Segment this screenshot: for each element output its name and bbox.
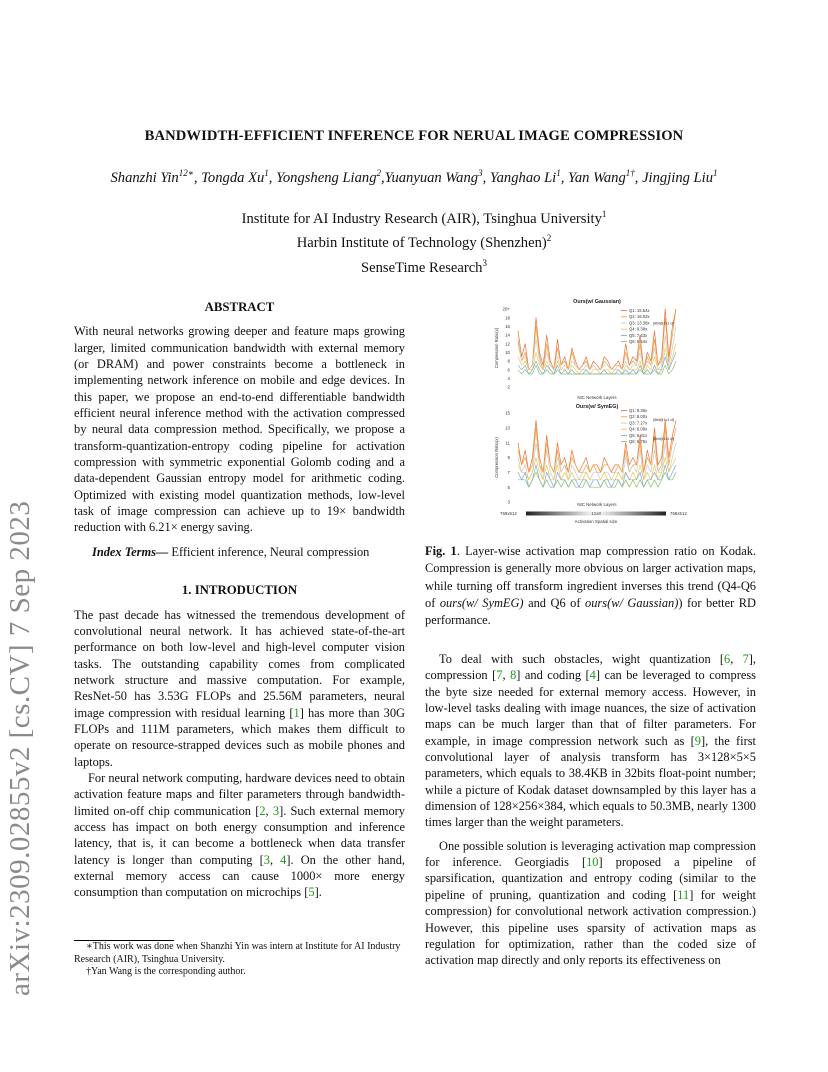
paper-title: BANDWIDTH-EFFICIENT INFERENCE FOR NERUAL IMAGE COMPRESSION xyxy=(144,128,684,144)
italic-term: ours(w/ Gaussian) xyxy=(585,595,679,610)
chart-title: Ours(w/ Gaussian) xyxy=(573,299,621,305)
affiliation-line: Institute for AI Industry Research (AIR), Tsinghua University$^1$ xyxy=(241,209,607,227)
citation-ref[interactable]: 11 xyxy=(677,887,690,902)
legend-note: [8bit@1x1 cf] xyxy=(653,321,675,326)
arxiv-identifier: arXiv:2309.02855v2 [cs.CV] 7 Sep 2023 xyxy=(4,500,36,996)
figure-1 xyxy=(478,295,728,527)
affiliation-mark: 1 xyxy=(601,209,607,219)
citation-ref[interactable]: 1 xyxy=(293,705,300,720)
affiliation-mark: 3 xyxy=(482,257,487,268)
series-line xyxy=(518,309,676,370)
y-tick-label: 7 xyxy=(507,469,510,475)
y-tick-label: 9 xyxy=(507,455,510,461)
author-name: Jingjing Liu xyxy=(642,169,714,186)
affiliation-line: Harbin Institute of Technology (Shenzhen)$^2$ xyxy=(296,233,552,252)
y-axis-label: Compression Ratio(x) xyxy=(494,327,499,369)
citation-ref[interactable]: 6 xyxy=(724,652,731,666)
affiliation-mark: 2 xyxy=(546,233,552,244)
y-tick-label: 20+ xyxy=(502,306,510,312)
citation-ref[interactable]: 2 xyxy=(259,803,266,818)
right-column xyxy=(425,651,756,969)
legend-entry: Q1: 15.54x xyxy=(629,308,650,313)
right-paragraph-2: One possible solution is leveraging activation map compression for inference. Georgiadis [10] proposed a pipeline of sparsification, quantization and entropy coding (similar to the pipeline of pruning, quantization and coding [11] for weight compression) for convolutional network activation compression.) However, this pipeline uses sparsity of activation maps as regulation for optimization, rather than the coded size of activation map directly and only reports its effectiveness on xyxy=(425,838,756,968)
author-affiliation-mark: 1† xyxy=(625,168,635,178)
x-axis-label: NIC Network Layers xyxy=(577,395,617,400)
author-affiliation-mark: 2 xyxy=(376,168,382,178)
author-name: Yanghao Li xyxy=(489,169,557,186)
citation-ref[interactable]: 9 xyxy=(694,733,701,748)
author-affiliation-mark: 1 xyxy=(264,168,269,178)
introduction-heading: 1. INTRODUCTION xyxy=(181,583,298,598)
author-affiliation-mark: 1 xyxy=(713,168,718,178)
author-name: Tongda Xu xyxy=(201,169,265,186)
abstract-text: With neural networks growing deeper and feature maps growing larger, limited communication bandwidth with external memory (or DRAM) and power constraints become a bottleneck in implementing network inference on mobile and edge devices. In this paper, we propose an end-to-end differentiable bandwidth efficient neural inference method with the activation compressed by neural data compression method. Specifically, we propose a transform-quantization-entropy coding pipeline for activation compression with symmetric exponential Golomb coding and a data-dependent Gaussian entropy model for arithmetic coding. Optimized with existing model quantization methods, low-level task of image compression can achieve up to 19× bandwidth reduction with 6.21× energy saving. xyxy=(74,324,405,535)
y-tick-label: 11 xyxy=(505,440,510,446)
legend-entry: Q5: 6.81x xyxy=(629,432,648,438)
citation-ref[interactable]: 5 xyxy=(308,885,315,900)
legend-note: [8bit@1x1 cf] xyxy=(653,418,675,423)
citation-ref[interactable]: 10 xyxy=(586,855,599,870)
author-list: Shanzhi Yin$^{12∗}$, Tongda Xu$^1$, Yongsheng Liang$^2$,Yuanyuan Wang$^3$, Yanghao Li$^1$, Yan Wang$^{1\dagger}$, Jingjing Liu$^1$ xyxy=(110,168,718,186)
legend-entry: Q6: 6.75x xyxy=(629,439,648,444)
caption-label: Fig. 1 xyxy=(425,544,457,558)
citation-ref[interactable]: 4 xyxy=(589,668,596,683)
legend-note: [8bit@1x1 cf] xyxy=(653,436,675,441)
spatial-left-label: 768x512 xyxy=(500,511,517,516)
y-tick-label: 18 xyxy=(505,315,510,321)
legend-entry: Q4: 6.08x xyxy=(629,426,648,432)
index-terms-label: Index Terms— xyxy=(92,544,169,559)
citation-ref[interactable]: 3 xyxy=(263,852,270,867)
citation-ref[interactable]: 4 xyxy=(280,852,287,867)
spatial-right-label: 768x512 xyxy=(670,511,687,516)
y-tick-label: 14 xyxy=(505,332,510,338)
y-tick-label: 12 xyxy=(505,341,510,347)
author-name: Shanzhi Yin xyxy=(110,169,179,186)
italic-term: ours(w/ SymEG) xyxy=(439,595,524,610)
legend-entry: Q2: 8.00x xyxy=(629,414,648,420)
author-affiliation-mark: 3 xyxy=(478,168,483,178)
spatial-center-label: 12x8 xyxy=(591,511,601,516)
y-axis-label: Compression Ratio(x) xyxy=(494,437,499,478)
intro-paragraph-2: For neural network computing, hardware devices need to obtain activation feature maps and filter parameters through bandwidth-limited on-off chip communication [2, 3]. Such external memory access has impact on both energy consumption and inference latency, that is, it can become a bottleneck when data transfer latency is longer than computing [3, 4]. On the other hand, external memory access can cause 1000× more energy consumption than computation on microchips [5]. xyxy=(74,770,405,900)
citation-ref[interactable]: 7 xyxy=(742,652,749,666)
legend-entry: Q4: 9.38x xyxy=(629,326,648,332)
legend-entry: Q3: 13.36x xyxy=(629,320,650,326)
author-name: Yan Wang xyxy=(568,169,626,186)
y-tick-label: 13 xyxy=(505,425,510,431)
y-tick-label: 16 xyxy=(505,323,510,329)
y-tick-label: 3 xyxy=(507,499,510,505)
intro-paragraph-1: The past decade has witnessed the tremendous development of convolutional neural network. It has achieved state-of-the-art performance on both low-level and high-level computer vision tasks. The outstanding capability comes from complicated network structure and massive computation. For example, ResNet-50 has 3.53G FLOPs and 25.56M parameters, neural image compression with residual learning [1] has more than 30G FLOPs and 111M parameters, which makes them difficult to operate on resource-strapped devices such as mobile phones and laptops. xyxy=(74,607,405,769)
legend-entry: Q6: 6.54x xyxy=(629,339,648,344)
affiliation-line: SenseTime Research$^3$ xyxy=(361,257,487,276)
author-affiliation-mark: 1 xyxy=(556,168,561,178)
footnote-corresponding: †Yan Wang is the corresponding author. xyxy=(86,966,246,977)
figure-1-caption xyxy=(425,543,756,629)
figure-1-charts xyxy=(478,295,728,527)
citation-ref[interactable]: 3 xyxy=(272,803,280,818)
y-tick-label: 5 xyxy=(507,484,510,490)
y-tick-label: 10 xyxy=(505,349,510,355)
citation-ref[interactable]: 7 xyxy=(496,668,503,683)
author-name: Yongsheng Liang xyxy=(276,169,377,186)
y-tick-label: 8 xyxy=(507,358,510,364)
footnote-intern: ∗This work was done when Shanzhi Yin was intern at Institute for AI Industry Research (AIR), Tsinghua University. xyxy=(74,941,401,965)
y-tick-label: 15 xyxy=(505,410,510,416)
spatial-axis-label: Activation Spatial size xyxy=(574,519,618,524)
citation-ref[interactable]: 8 xyxy=(510,668,517,683)
chart-title: Ours(w/ SymEG) xyxy=(575,404,619,410)
affiliation-list xyxy=(0,205,828,278)
footnotes xyxy=(74,940,405,979)
index-terms-text: Efficient inference, Neural compression xyxy=(168,544,370,559)
abstract-heading: ABSTRACT xyxy=(204,300,275,314)
left-column xyxy=(74,299,405,901)
author-affiliation-mark: 12∗ xyxy=(178,168,194,178)
right-paragraph-1: To deal with such obstacles, wight quantization [6, 7], compression [7, 8] and coding [4] can be leveraged to compress the byte size needed for external memory access. However, in low-level tasks dealing with image nuances, the size of activation maps can be much larger than that of filter parameters. For example, in image compression network such as [9], the first convolutional layer of analysis transform has 3×128×5×5 parameters, which equals to 38.4KB in 32bits float-point number; while a picture of Kodak dataset downsampled by this layer has a dimension of 128×256×384, which equals to 50.3MB, nearly 1300 times larger than the weight parameters. xyxy=(425,652,756,830)
x-axis-label: NIC Network Layers xyxy=(577,502,617,507)
legend-entry: Q2: 16.02x xyxy=(629,314,650,320)
y-tick-label: 4 xyxy=(507,375,510,381)
legend-entry: Q3: 7.27x xyxy=(629,420,648,426)
author-name: Yuanyuan Wang xyxy=(384,169,479,186)
caption-text: . Layer-wise activation map compression ratio on Kodak. Compression is generally more obvious on larger activation maps, while turning off transform ingredient inverses this trend (Q4-Q6 of ours(w/ SymEG) and Q6 of ours(w/ Gaussian)) for better RD performance. xyxy=(425,544,756,628)
legend-entry: Q5: 7.43x xyxy=(629,332,648,338)
legend-entry: Q1: 8.36x xyxy=(629,408,648,413)
y-tick-label: 2 xyxy=(507,384,510,390)
index-terms xyxy=(74,544,405,560)
y-tick-label: 6 xyxy=(507,367,510,373)
